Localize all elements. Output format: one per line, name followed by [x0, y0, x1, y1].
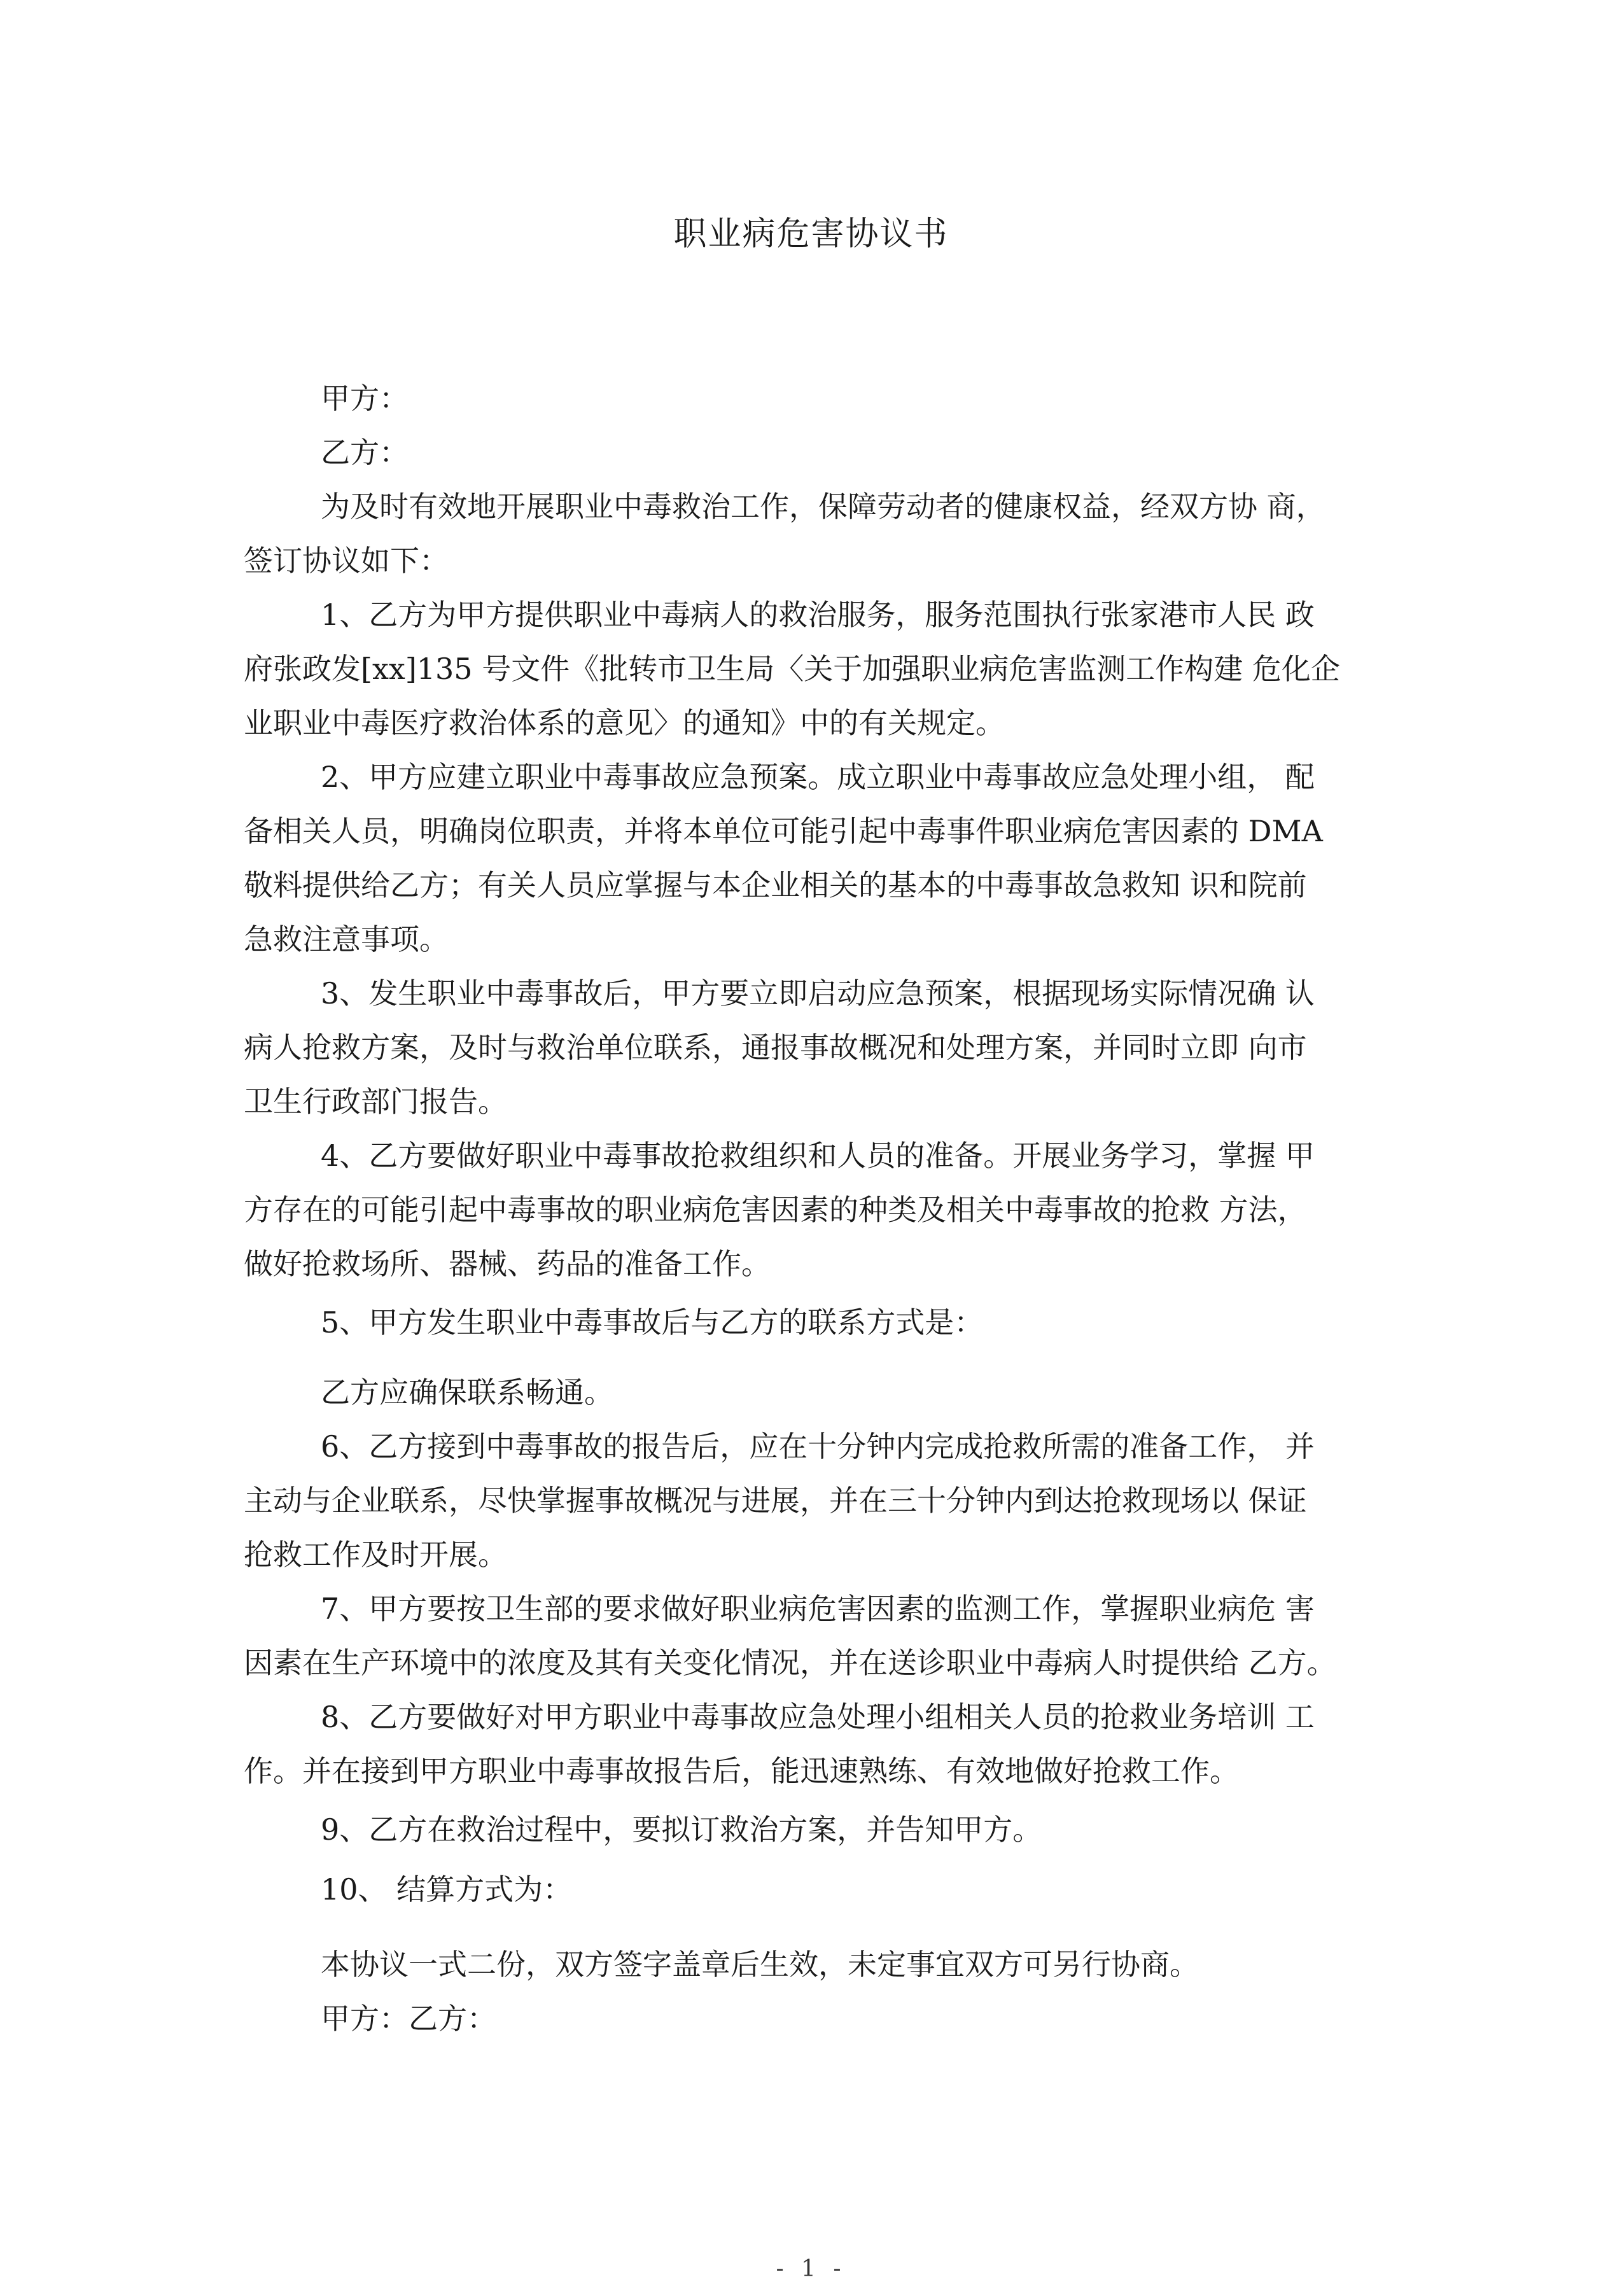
clause-2-line-1: 2、甲方应建立职业中毒事故应急预案。成立职业中毒事故应急处理小组， 配: [321, 760, 1315, 794]
clause-8-line-2: 作。并在接到甲方职业中毒事故报告后，能迅速熟练、有效地做好抢救工作。: [244, 1754, 1239, 1788]
clause-8-line-1: 8、乙方要做好对甲方职业中毒事故应急处理小组相关人员的抢救业务培训 工: [321, 1700, 1315, 1734]
signature-line: 甲方：乙方：: [321, 2001, 496, 2036]
clause-6-line-2: 主动与企业联系，尽快掌握事故概况与进展，并在三十分钟内到达抢救现场以 保证: [244, 1483, 1307, 1518]
clause-4-line-1: 4、乙方要做好职业中毒事故抢救组织和人员的准备。开展业务学习，掌握 甲: [321, 1138, 1315, 1173]
clause-4-line-2: 方存在的可能引起中毒事故的职业病危害因素的种类及相关中毒事故的抢救 方法，: [244, 1193, 1307, 1227]
page-number: - 1 -: [776, 2256, 846, 2282]
clause-3-line-3: 卫生行政部门报告。: [244, 1084, 507, 1119]
closing-statement: 本协议一式二份，双方签字盖章后生效，未定事宜双方可另行协商。: [321, 1947, 1199, 1982]
clause-7-line-2: 因素在生产环境中的浓度及其有关变化情况，并在送诊职业中毒病人时提供给 乙方。: [244, 1646, 1336, 1680]
clause-6-line-3: 抢救工作及时开展。: [244, 1537, 507, 1572]
clause-5-contact-note: 乙方应确保联系畅通。: [321, 1375, 613, 1410]
clause-5-line-1: 5、甲方发生职业中毒事故后与乙方的联系方式是：: [321, 1305, 984, 1340]
clause-2-line-2: 备相关人员，明确岗位职责，并将本单位可能引起中毒事件职业病危害因素的 DMA: [244, 814, 1323, 848]
clause-1-line-1: 1、乙方为甲方提供职业中毒病人的救治服务，服务范围执行张家港市人民 政: [321, 598, 1315, 632]
party-b-label: 乙方：: [321, 435, 409, 470]
clause-2-line-4: 急救注意事项。: [244, 922, 449, 956]
clause-6-line-1: 6、乙方接到中毒事故的报告后，应在十分钟内完成抢救所需的准备工作， 并: [321, 1429, 1315, 1464]
document-title: 职业病危害协议书: [673, 215, 949, 253]
clause-3-line-2: 病人抢救方案，及时与救治单位联系，通报事故概况和处理方案，并同时立即 向市: [244, 1030, 1307, 1065]
clause-7-line-1: 7、甲方要按卫生部的要求做好职业病危害因素的监测工作，掌握职业病危 害: [321, 1592, 1315, 1626]
party-a-label: 甲方：: [321, 381, 409, 416]
clause-1-line-2: 府张政发[xx]135 号文件《批转市卫生局〈关于加强职业病危害监测工作构建 危化企: [244, 652, 1340, 686]
intro-line-1: 为及时有效地开展职业中毒救治工作，保障劳动者的健康权益，经双方协 商，: [321, 489, 1325, 524]
clause-4-line-3: 做好抢救场所、器械、药品的准备工作。: [244, 1247, 771, 1281]
clause-3-line-1: 3、发生职业中毒事故后，甲方要立即启动应急预案，根据现场实际情况确 认: [321, 976, 1315, 1011]
intro-line-2: 签订协议如下：: [244, 543, 449, 578]
clause-9-line-1: 9、乙方在救治过程中，要拟订救治方案，并告知甲方。: [321, 1812, 1042, 1847]
clause-10-line-1: 10、 结算方式为：: [321, 1872, 573, 1907]
clause-2-line-3: 敬料提供给乙方；有关人员应掌握与本企业相关的基本的中毒事故急救知 识和院前: [244, 868, 1307, 902]
clause-1-line-3: 业职业中毒医疗救治体系的意见〉的通知》中的有关规定。: [244, 706, 1005, 740]
